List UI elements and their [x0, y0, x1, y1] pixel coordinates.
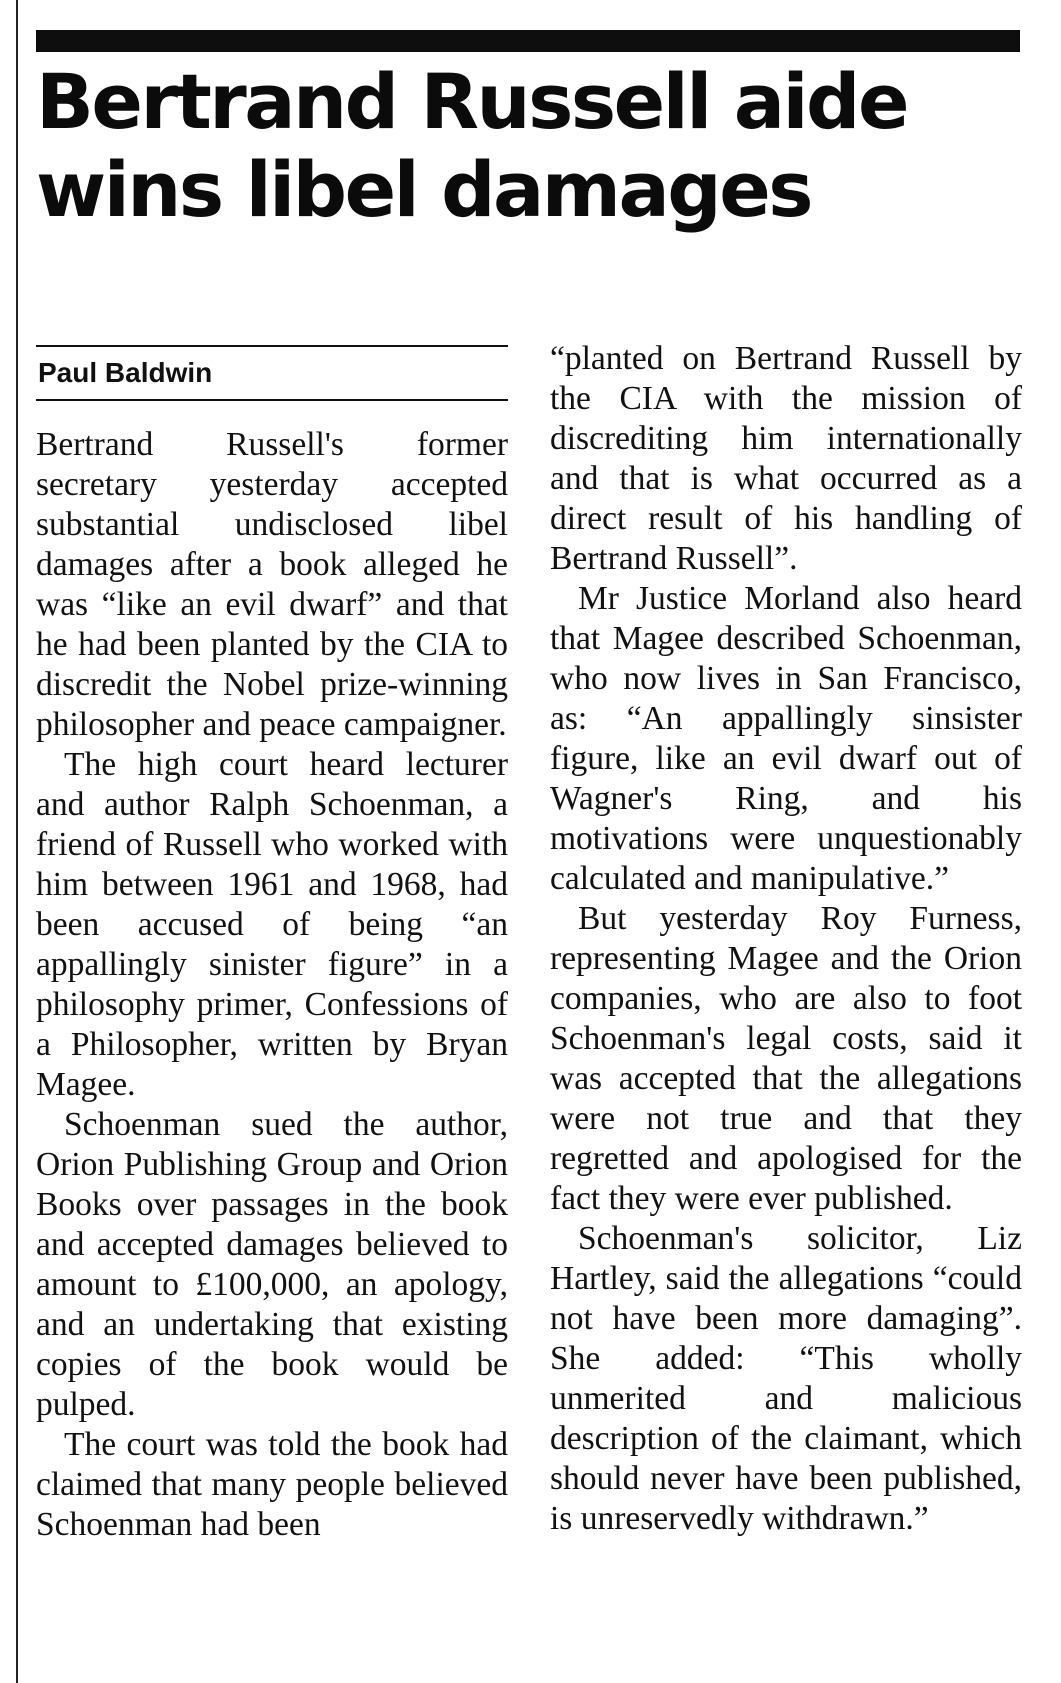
paragraph: But yesterday Roy Furness, representing Magee and the Orion companies, who are also to foot Schoenman's legal costs, said it was accepted that the allegations were not true and that they regretted and apologised for the fact they were ever published.: [550, 900, 1022, 1217]
page-edge-rule: [16, 0, 18, 1683]
byline: Paul Baldwin: [38, 357, 213, 388]
column-right: [550, 340, 1022, 1539]
paragraph: The high court heard lecturer and author Ralph Schoenman, a friend of Russell who worked with him between 1961 and 1968, had been accused of being “an appallingly sinister figure” in a philosophy primer, Confessions of a Philosopher, written by Bryan Magee.: [36, 746, 508, 1103]
headline-line-1: Bertrand Russell aide: [36, 57, 908, 146]
paragraph: The court was told the book had claimed that many people believed Schoenman had been: [36, 1426, 508, 1543]
paragraph: Schoenman sued the author, Orion Publishing Group and Orion Books over passages in the book and accepted damages believed to amount to £100,000, an apology, and an undertaking that existing copies of the book would be pulped.: [36, 1106, 508, 1423]
paragraph: “planted on Bertrand Russell by the CIA with the mission of discrediting him internationally and that is what occurred as a direct result of his handling of Bertrand Russell”.: [550, 340, 1022, 577]
byline-block: [36, 345, 508, 401]
headline-line-2: wins libel damages: [36, 145, 811, 234]
paragraph: Schoenman's solicitor, Liz Hartley, said the allegations “could not have been more damaging”. She added: “This wholly unmerited and malicious description of the claimant, which should never have been published, is unreservedly withdrawn.”: [550, 1220, 1022, 1537]
paragraph: Mr Justice Morland also heard that Magee described Schoenman, who now lives in San Francisco, as: “An appallingly sinsister figure, like an evil dwarf out of Wagner's Ring, and his motivations were unquestionably calculated and manipulative.”: [550, 580, 1022, 897]
paragraph: Bertrand Russell's former secretary yesterday accepted substantial undisclosed libel damages after a book alleged he was “like an evil dwarf” and that he had been planted by the CIA to discredit the Nobel prize-winning philosopher and peace campaigner.: [36, 426, 508, 743]
header-rule-bar: [36, 30, 1020, 52]
column-left: [36, 345, 508, 1545]
headline: [36, 58, 1036, 234]
